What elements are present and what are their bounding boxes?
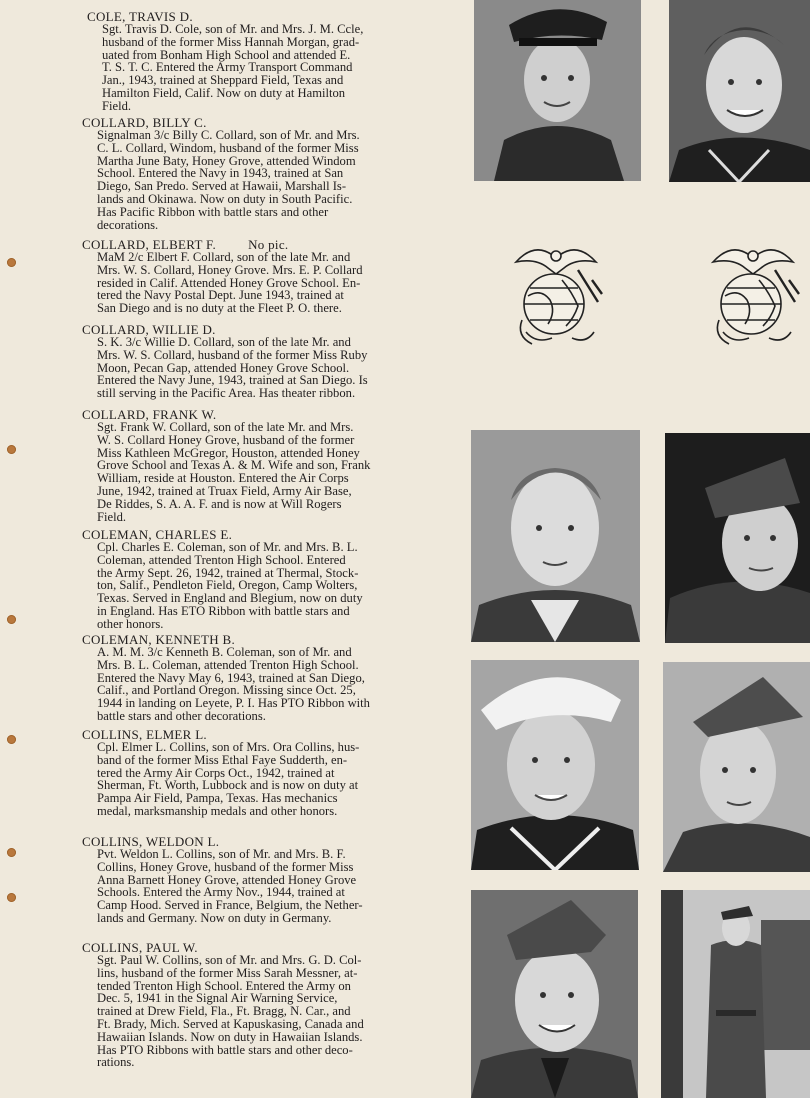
binder-hole [7, 735, 16, 744]
entry-name: COLE, TRAVIS D. [87, 9, 193, 24]
entry-name: COLLARD, WILLIE D. [82, 322, 216, 337]
binder-hole [7, 848, 16, 857]
entry-name: COLLINS, WELDON L. [82, 834, 220, 849]
portrait-photo [663, 662, 810, 872]
entry-bio: Pvt. Weldon L. Collins, son of Mr. and Mrs. B. F. Collins, Honey Grove, husband of the former Miss Anna Barnett Honey Grove, attended Honey Grove Schools. Entered the Army Nov., 1944, trained at Camp Hood. Served in France, Belgium, the Nether- lands and Germany. Now on duty in Germany. [97, 847, 363, 925]
entry-bio: Signalman 3/c Billy C. Collard, son of Mr. and Mrs. C. L. Collard, Windom, husband of the former Miss Martha June Baty, Honey Grove, attended Windom School. Entered the Navy in 1943, trained at San Diego, San Predo. Served at Hawaii, Marshall Is- lands and Okinawa. Now on duty in South Pacific. Has Pacific Ribbon with battle stars and other decorations. [97, 128, 360, 232]
service-entry [82, 728, 446, 818]
service-entry [82, 323, 446, 400]
entry-bio: Sgt. Frank W. Collard, son of the late Mr. and Mrs. W. S. Collard Honey Grove, husband of the former Miss Kathleen McGregor, Houston, attended Honey Grove School and Texas A. & M. Wife and son, Frank William, reside at Houston. Entered the Air Corps June, 1942, trained at Truax Field, Army Air Base, De Riddes, S. A. A. F. and is now at Will Rogers Field. [97, 420, 371, 524]
entry-bio: MaM 2/c Elbert F. Collard, son of the late Mr. and Mrs. W. S. Collard, Honey Grove. Mrs. E. P. Collard resided in Calif. Attended Honey Grove School. En- tered the Navy Postal Dept. June 1943, trained at San Diego and is no duty at the Fleet P. O. there. [97, 250, 363, 316]
entry-name: COLLARD, BILLY C. [82, 115, 207, 130]
binder-hole [7, 893, 16, 902]
eagle-globe-anchor-emblem [506, 240, 606, 350]
entry-bio: S. K. 3/c Willie D. Collard, son of the late Mr. and Mrs. W. S. Collard, husband of the former Miss Ruby Moon, Pecan Gap, attended Honey Grove School. Entered the Navy June, 1943, trained at San Diego. Is still serving in the Pacific Area. Has theater ribbon. [97, 335, 368, 401]
service-entry [87, 10, 451, 113]
binder-hole [7, 258, 16, 267]
service-entry [82, 116, 446, 231]
entry-bio: Cpl. Elmer L. Collins, son of Mrs. Ora Collins, hus- band of the former Miss Ethal Faye Sudderth, en- tered the Army Air Corps Oct., 1942, trained at Sherman, Ft. Worth, Lubbock and is now on duty at Pampa Air Field, Pampa, Texas. Has mechanics medal, marksmanship medals and other honors. [97, 740, 360, 818]
service-entry [82, 633, 446, 723]
portrait-photo [665, 433, 810, 643]
entry-bio: Sgt. Paul W. Collins, son of Mr. and Mrs. G. D. Col- lins, husband of the former Miss Sarah Messner, at- tended Trenton High School. Entered the Army on Dec. 5, 1941 in the Signal Air Warning Service, trained at Drew Field, Fla., Ft. Bragg, N. Car., and Ft. Brady, Mich. Served at Kapuskasing, Canada and Hawaiian Islands. Now on duty in Hawaiian Islands. Has PTO Ribbons with battle stars and other deco- rations. [97, 953, 364, 1070]
entry-name: COLLARD, ELBERT F. [82, 237, 217, 252]
portrait-photo [474, 0, 641, 181]
portrait-photo [471, 660, 639, 870]
entry-name: COLEMAN, CHARLES E. [82, 527, 233, 542]
portrait-photo [669, 0, 810, 182]
entry-bio: A. M. M. 3/c Kenneth B. Coleman, son of Mr. and Mrs. B. L. Coleman, attended Trenton High School. Entered the Navy May 6, 1943, trained at San Diego, Calif., and Portland Oregon. Missing since Oct. 25, 1944 in landing on Leyete, P. I. Has PTO Ribbon with battle stars and other decorations. [97, 645, 370, 723]
entry-name: COLEMAN, KENNETH B. [82, 632, 236, 647]
entry-name: COLLARD, FRANK W. [82, 407, 217, 422]
service-entry [82, 238, 446, 315]
service-entry [82, 835, 446, 925]
portrait-photo [471, 430, 640, 642]
entry-bio: Sgt. Travis D. Cole, son of Mr. and Mrs. J. M. Ccle, husband of the former Miss Hannah Morgan, grad- uated from Bonham High School and attended E. T. S. T. C. Entered the Army Transport Command Jan., 1943, trained at Sheppard Field, Texas and Hamilton Field, Calif. Now on duty at Hamilton Field. [102, 22, 364, 113]
service-entry [82, 408, 446, 523]
no-picture-note: No pic. [248, 237, 289, 252]
binder-hole [7, 615, 16, 624]
service-entry [82, 941, 446, 1069]
entry-name: COLLINS, PAUL W. [82, 940, 198, 955]
service-entry [82, 528, 446, 631]
entry-bio: Cpl. Charles E. Coleman, son of Mr. and Mrs. B. L. Coleman, attended Trenton High School. Entered the Army Sept. 26, 1942, trained at Thermal, Stock- ton, Salif., Pendleton Field, Oregon, Camp Wolters, Texas. Served in England and Blegium, now on duty in England. Has ETO Ribbon with battle stars and other honors. [97, 540, 363, 631]
portrait-photo [661, 890, 810, 1098]
portrait-photo [471, 890, 638, 1098]
binder-hole [7, 445, 16, 454]
eagle-globe-anchor-emblem [703, 240, 803, 350]
entry-name: COLLINS, ELMER L. [82, 727, 207, 742]
